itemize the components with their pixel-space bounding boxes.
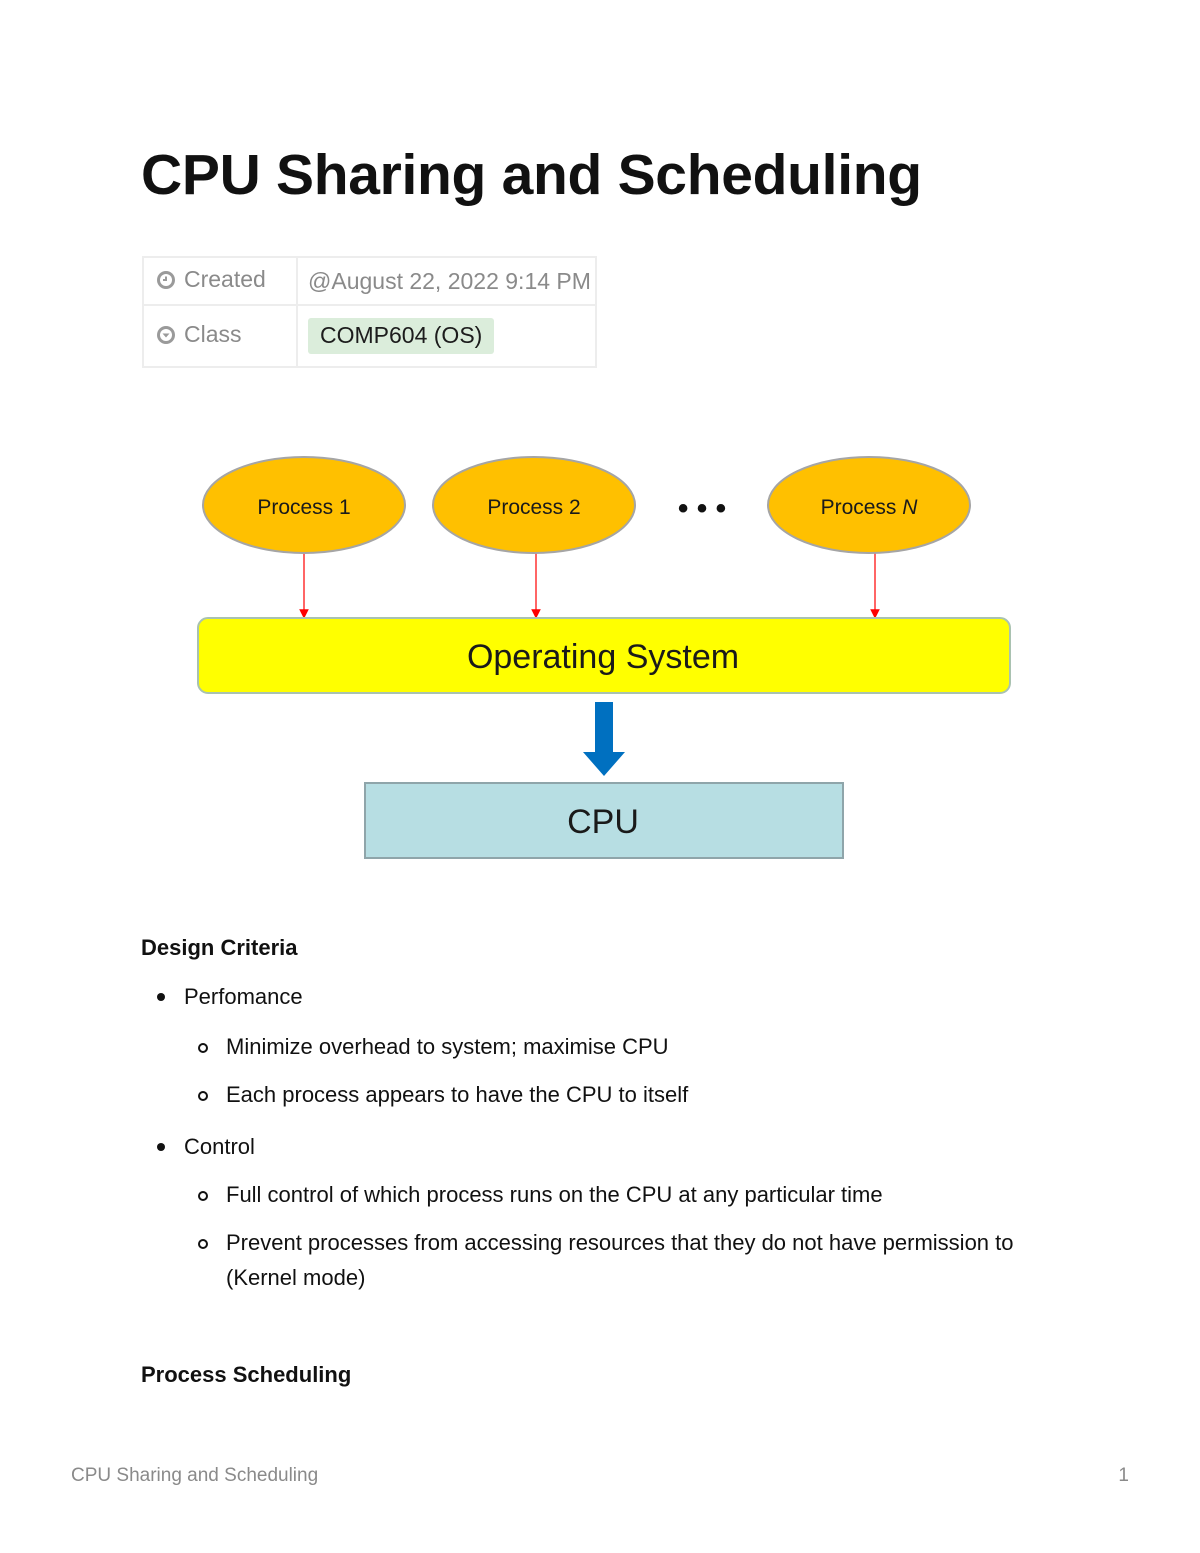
bullet-circle — [198, 1239, 208, 1249]
class-tag[interactable]: COMP604 (OS) — [308, 318, 494, 354]
bullet-circle — [198, 1091, 208, 1101]
process-n-node — [768, 457, 970, 553]
criteria-subitem: Prevent processes from accessing resources that they do not have permission to (Kernel mode) — [226, 1230, 1014, 1290]
process-1-label: Process 1 — [257, 496, 351, 519]
process-1-node — [203, 457, 405, 553]
criteria-subitem: Full control of which process runs on the CPU at any particular time — [226, 1182, 883, 1207]
process-2-label: Process 2 — [487, 496, 581, 519]
bullet-disc — [157, 993, 165, 1001]
bullet-disc — [157, 1143, 165, 1151]
operating-system-node — [198, 618, 1010, 693]
criteria-subitem: Each process appears to have the CPU to itself — [226, 1082, 689, 1107]
criteria-item-performance: Perfomance — [184, 984, 303, 1009]
bullet-circle — [198, 1191, 208, 1201]
process-2-node — [433, 457, 635, 553]
cpu-label: CPU — [567, 803, 639, 841]
page-title: CPU Sharing and Scheduling — [141, 143, 922, 207]
criteria-item-control: Control — [184, 1134, 255, 1159]
property-label-class: Class — [184, 321, 242, 347]
operating-system-label: Operating System — [466, 638, 740, 676]
process-ellipsis: • • • — [677, 492, 727, 525]
property-value-created[interactable]: @August 22, 2022 9:14 PM — [297, 257, 596, 305]
process-n-label: Process N — [820, 496, 918, 519]
criteria-subitem: Minimize overhead to system; maximise CPU — [226, 1034, 669, 1059]
page-number: 1 — [1118, 1465, 1129, 1486]
property-label-created: Created — [184, 266, 266, 292]
design-criteria-heading: Design Criteria — [141, 935, 298, 960]
bullet-circle — [198, 1043, 208, 1053]
arrow-os-to-cpu — [583, 702, 625, 776]
process-scheduling-heading: Process Scheduling — [141, 1362, 352, 1387]
footer-title: CPU Sharing and Scheduling — [71, 1465, 319, 1486]
cpu-node — [365, 783, 843, 858]
